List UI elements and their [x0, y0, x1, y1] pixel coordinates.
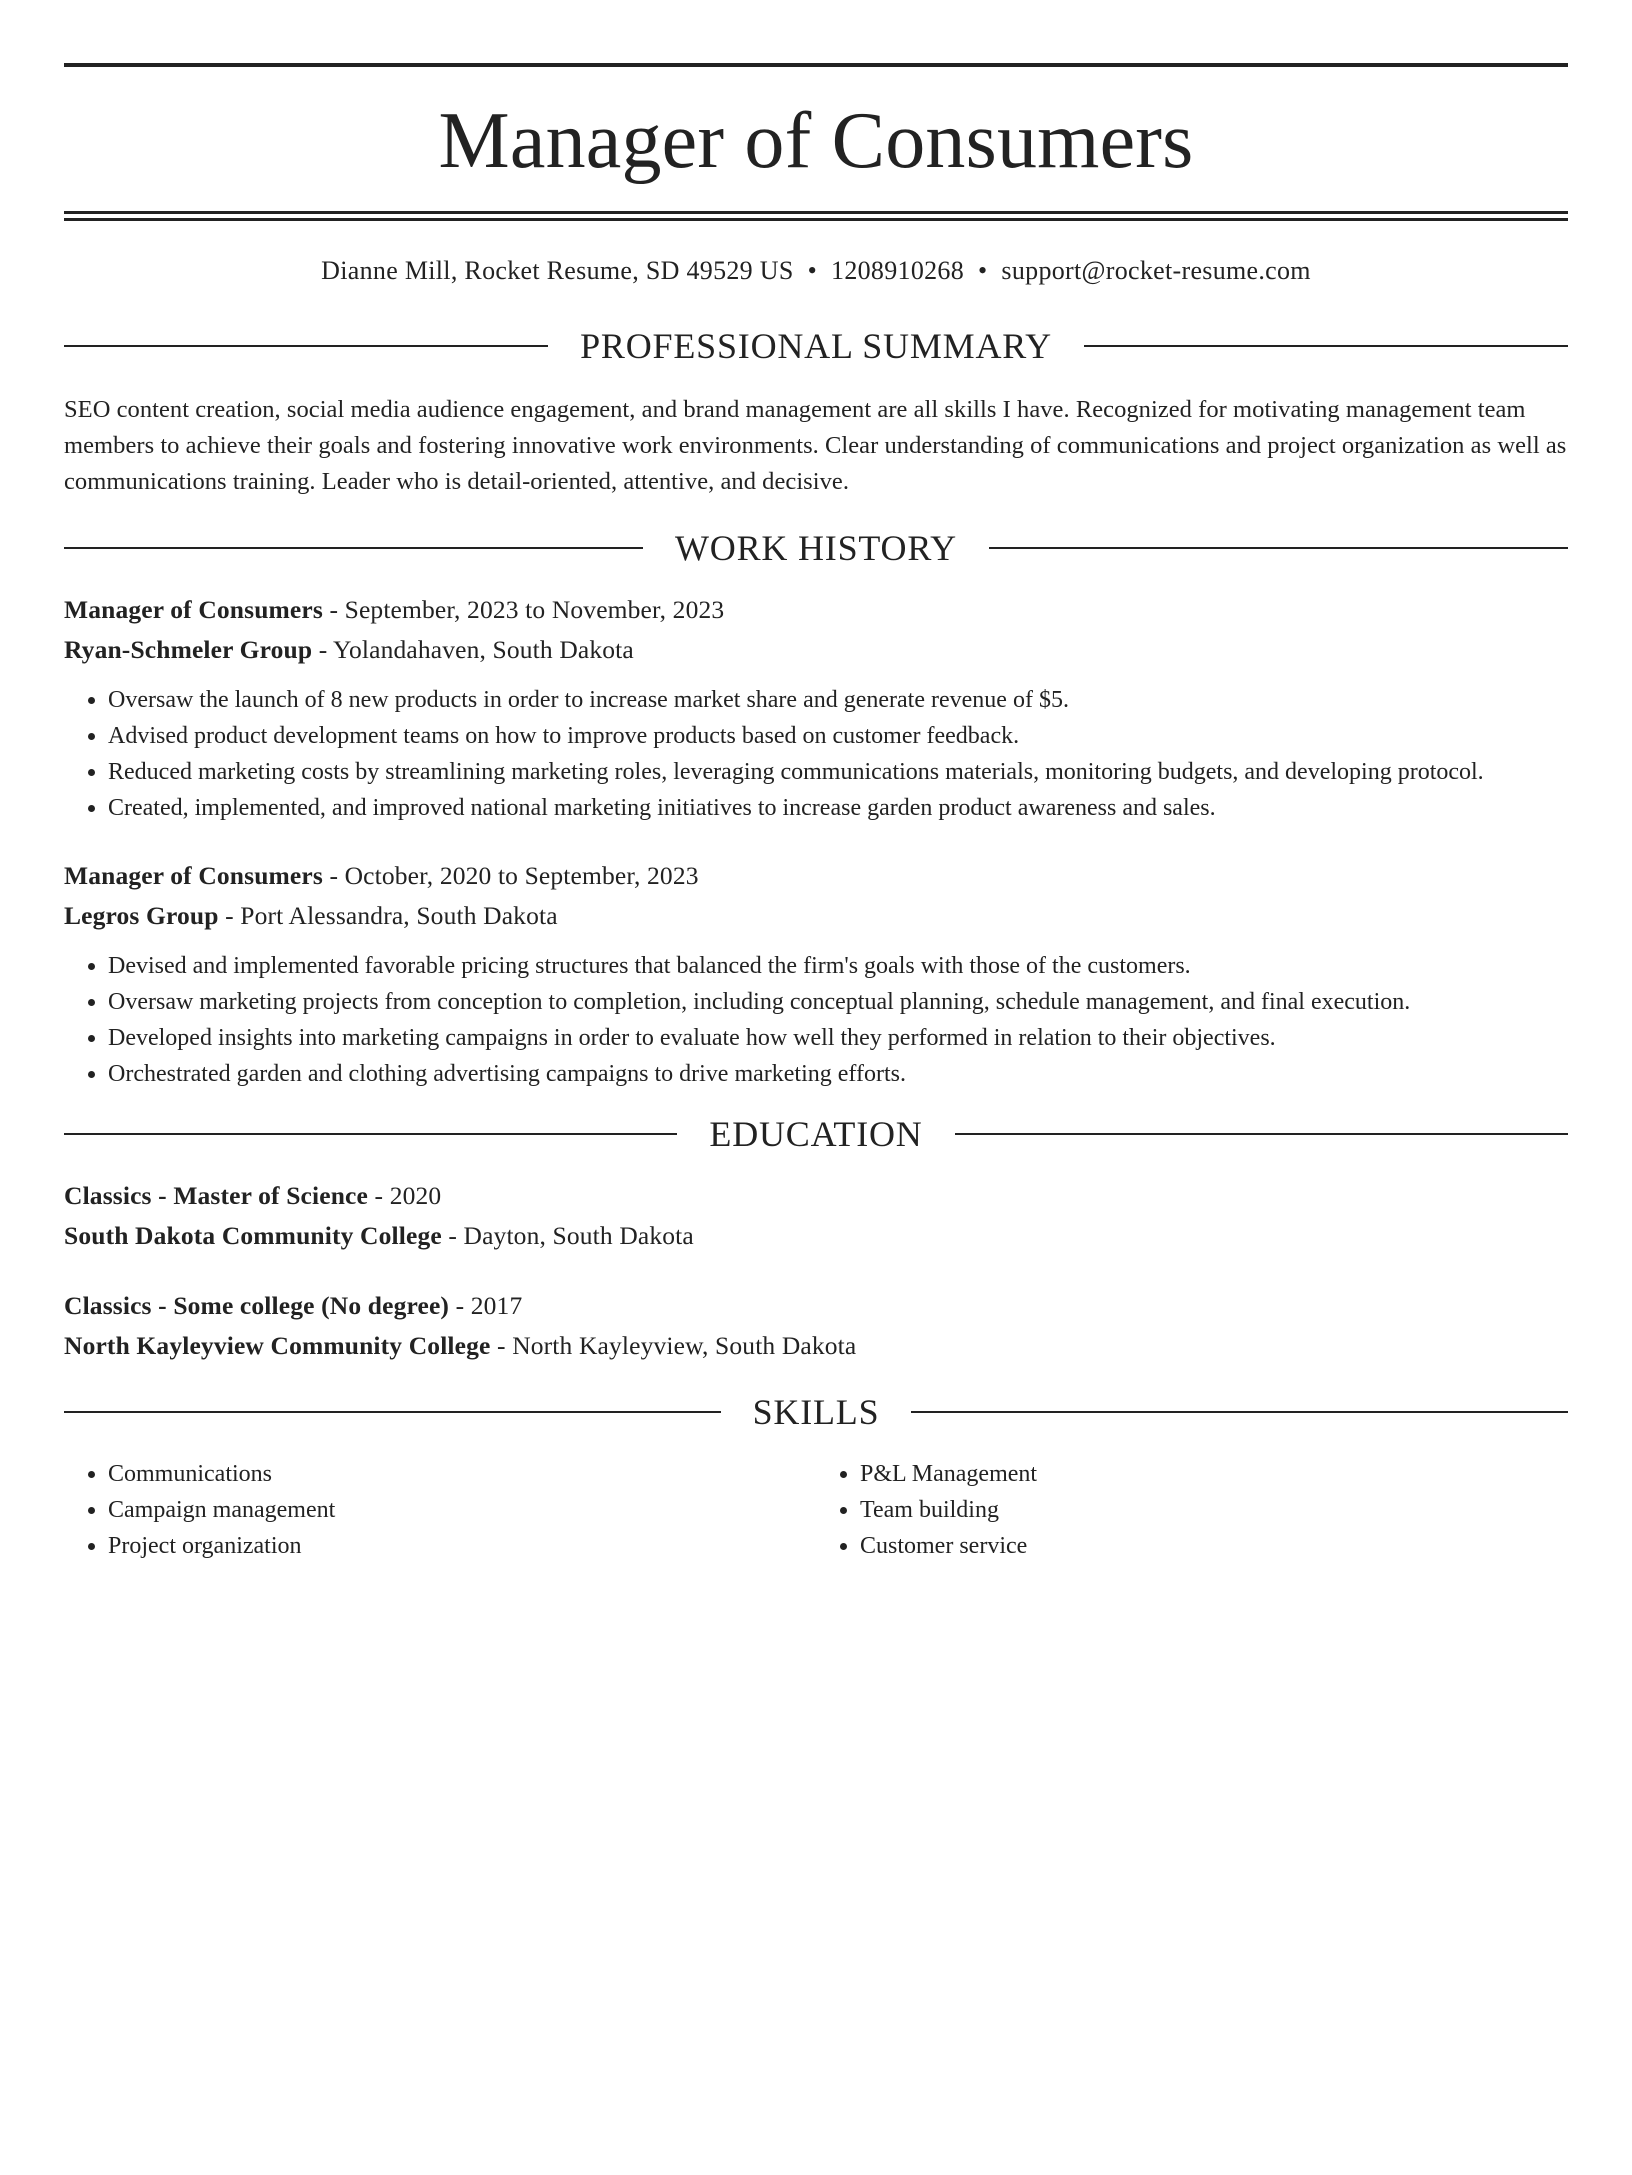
education-location: - North Kayleyview, South Dakota [490, 1331, 857, 1361]
section-rule [64, 1133, 677, 1135]
job-bullets [64, 682, 1568, 826]
education-year: - 2020 [368, 1181, 442, 1211]
list-item: • Team building [860, 1492, 1568, 1528]
section-rule [989, 547, 1568, 549]
list-item: • Advised product development teams on how to improve products based on customer feedback. [108, 718, 1568, 754]
section-rule [64, 547, 643, 549]
contact-separator: • [978, 256, 988, 285]
education-degree: Classics - Some college (No degree) [64, 1291, 450, 1321]
education-location: - Dayton, South Dakota [441, 1221, 694, 1251]
contact-address: Dianne Mill, Rocket Resume, SD 49529 US [321, 256, 794, 285]
resume-title: Manager of Consumers [438, 97, 1194, 185]
top-rule [64, 63, 1568, 67]
job-company-line [64, 896, 1568, 936]
job-dates: - October, 2020 to September, 2023 [322, 861, 699, 891]
skills-list [64, 1456, 1568, 1564]
education-degree: Classics - Master of Science [64, 1181, 368, 1211]
education-school: South Dakota Community College [64, 1221, 442, 1251]
job-entry [64, 590, 1568, 826]
contact-phone: 1208910268 [831, 256, 965, 285]
section-title: EDUCATION [709, 1114, 923, 1155]
section-title: WORK HISTORY [675, 528, 957, 569]
summary-text: SEO content creation, social media audience engagement, and brand management are all skills I have. Recognized for motivating management team members to achieve their goals and fostering innovative work environments. Clear understanding of communications and project organization as well as communications training. Leader who is detail-oriented, attentive, and decisive. [64, 396, 1567, 496]
section-header-skills [64, 1392, 1568, 1433]
job-company: Ryan-Schmeler Group [64, 635, 313, 665]
list-item: • Created, implemented, and improved national marketing initiatives to increase garden product awareness and sales. [108, 790, 1568, 826]
job-role-line [64, 856, 1568, 896]
list-item: • Devised and implemented favorable pricing structures that balanced the firm's goals with those of the customers. [108, 948, 1568, 984]
list-item: • P&L Management [860, 1456, 1568, 1492]
section-header-work-history [64, 528, 1568, 569]
job-role: Manager of Consumers [64, 861, 323, 891]
contact-separator: • [807, 256, 818, 285]
skills-column-right [816, 1456, 1568, 1564]
section-header-summary [64, 326, 1568, 367]
education-year: - 2017 [449, 1291, 523, 1321]
section-header-education [64, 1114, 1568, 1155]
education-entry [64, 1176, 1568, 1256]
list-item: • Reduced marketing costs by streamlining marketing roles, leveraging communications materials, monitoring budgets, and developing protocol. [108, 754, 1568, 790]
list-item: • Oversaw marketing projects from conception to completion, including conceptual planning, schedule management, and final execution. [108, 984, 1568, 1020]
education-entry [64, 1286, 1568, 1366]
resume-page [0, 63, 1632, 2175]
education-school-line [64, 1326, 1568, 1366]
section-rule [64, 1411, 721, 1413]
job-company: Legros Group [64, 901, 219, 931]
job-role: Manager of Consumers [64, 595, 323, 625]
job-company-line [64, 630, 1568, 670]
job-bullets [64, 948, 1568, 1092]
section-rule [911, 1411, 1568, 1413]
list-item: • Campaign management [108, 1492, 816, 1528]
job-location: - Yolandahaven, South Dakota [312, 635, 634, 665]
education-school-line [64, 1216, 1568, 1256]
education-school: North Kayleyview Community College [64, 1331, 491, 1361]
education-degree-line [64, 1286, 1568, 1326]
job-role-line [64, 590, 1568, 630]
section-rule [1084, 345, 1568, 347]
job-entry [64, 856, 1568, 1092]
list-item: • Developed insights into marketing campaigns in order to evaluate how well they performed in relation to their objectives. [108, 1020, 1568, 1056]
section-title: SKILLS [752, 1392, 880, 1433]
list-item: • Orchestrated garden and clothing advertising campaigns to drive marketing efforts. [108, 1056, 1568, 1092]
section-rule [64, 345, 548, 347]
list-item: • Oversaw the launch of 8 new products in order to increase market share and generate revenue of $5. [108, 682, 1568, 718]
section-title: PROFESSIONAL SUMMARY [580, 326, 1052, 367]
contact-email: support@rocket-resume.com [1001, 256, 1311, 285]
list-item: • Communications [108, 1456, 816, 1492]
skills-column-left [64, 1456, 816, 1564]
list-item: • Customer service [860, 1528, 1568, 1564]
education-degree-line [64, 1176, 1568, 1216]
job-location: - Port Alessandra, South Dakota [218, 901, 558, 931]
section-rule [955, 1133, 1568, 1135]
list-item: • Project organization [108, 1528, 816, 1564]
title-double-rule [64, 211, 1568, 221]
contact-line [64, 255, 1568, 286]
job-dates: - September, 2023 to November, 2023 [322, 595, 725, 625]
